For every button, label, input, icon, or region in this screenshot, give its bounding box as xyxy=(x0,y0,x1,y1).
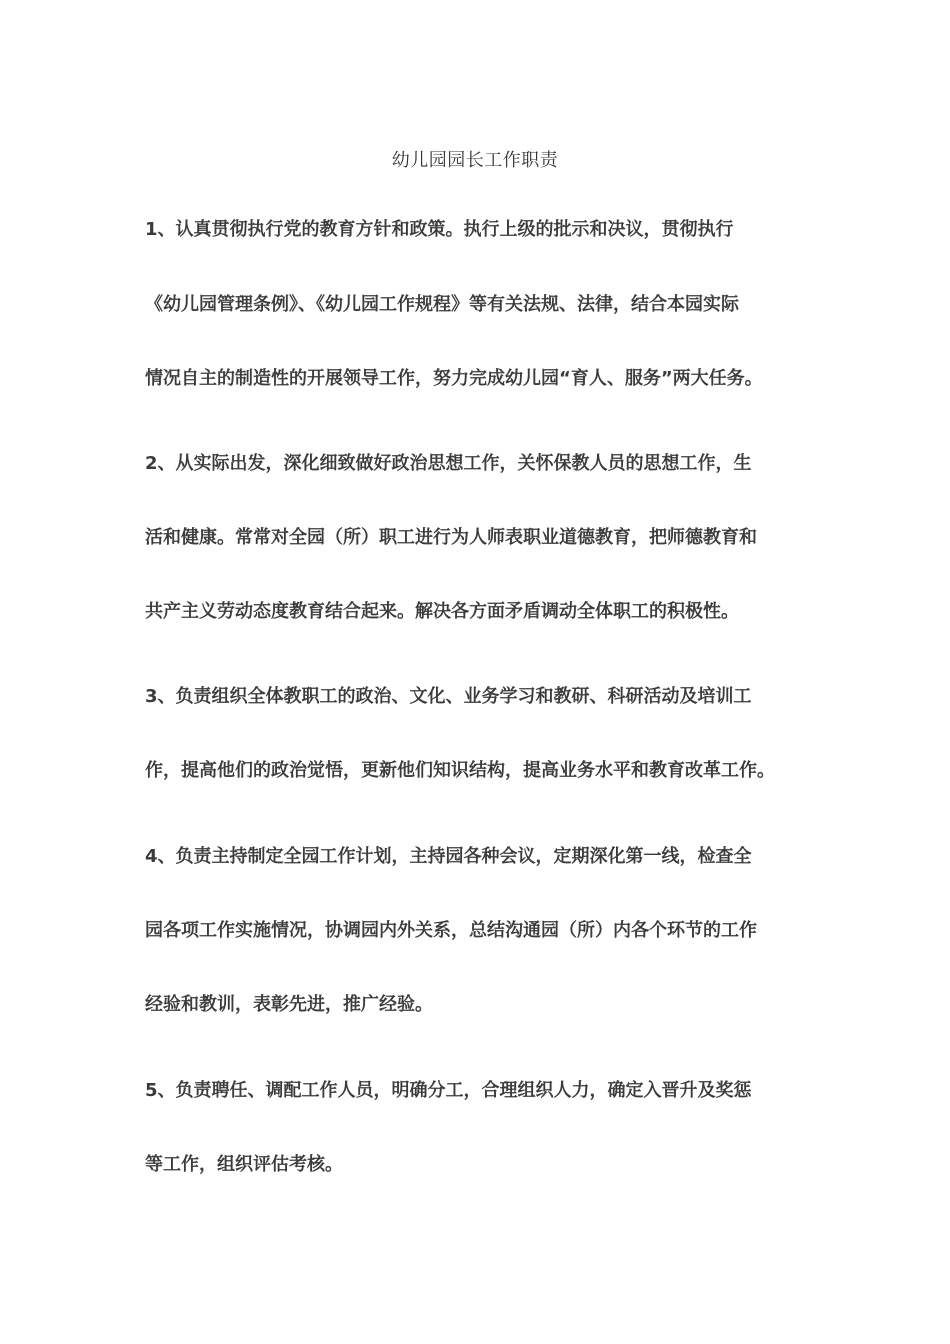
paragraph-4-line-1: 4、负责主持制定全园工作计划，主持园各种会议，定期深化第一线，检查全 xyxy=(145,846,752,867)
paragraph-3-line-1: 3、负责组织全体教职工的政治、文化、业务学习和教研、科研活动及培训工 xyxy=(145,686,752,707)
paragraph-1-line-2: 《幼儿园管理条例》、《幼儿园工作规程》等有关法规、法律，结合本园实际 xyxy=(145,294,739,315)
paragraph-5-line-2: 等工作，组织评估考核。 xyxy=(145,1154,343,1175)
paragraph-4-line-3: 经验和教训，表彰先进，推广经验。 xyxy=(145,994,433,1015)
document-title: 幼儿园园长工作职责 xyxy=(391,150,559,171)
paragraph-5-line-1: 5、负责聘任、调配工作人员，明确分工，合理组织人力，确定入晋升及奖惩 xyxy=(145,1080,752,1101)
paragraph-2-line-2: 活和健康。常常对全园（所）职工进行为人师表职业道德教育，把师德教育和 xyxy=(145,527,757,548)
paragraph-1-line-3: 情况自主的制造性的开展领导工作，努力完成幼儿园“育人、服务”两大任务。 xyxy=(145,368,763,389)
paragraph-1-line-1: 1、认真贯彻执行党的教育方针和政策。执行上级的批示和决议，贯彻执行 xyxy=(145,219,734,240)
paragraph-2-line-1: 2、从实际出发，深化细致做好政治思想工作，关怀保教人员的思想工作，生 xyxy=(145,453,752,474)
paragraph-3-line-2: 作，提高他们的政治觉悟，更新他们知识结构，提高业务水平和教育改革工作。 xyxy=(145,760,775,781)
paragraph-2-line-3: 共产主义劳动态度教育结合起来。解决各方面矛盾调动全体职工的积极性。 xyxy=(145,601,739,622)
paragraph-4-line-2: 园各项工作实施情况，协调园内外关系，总结沟通园（所）内各个环节的工作 xyxy=(145,920,757,941)
